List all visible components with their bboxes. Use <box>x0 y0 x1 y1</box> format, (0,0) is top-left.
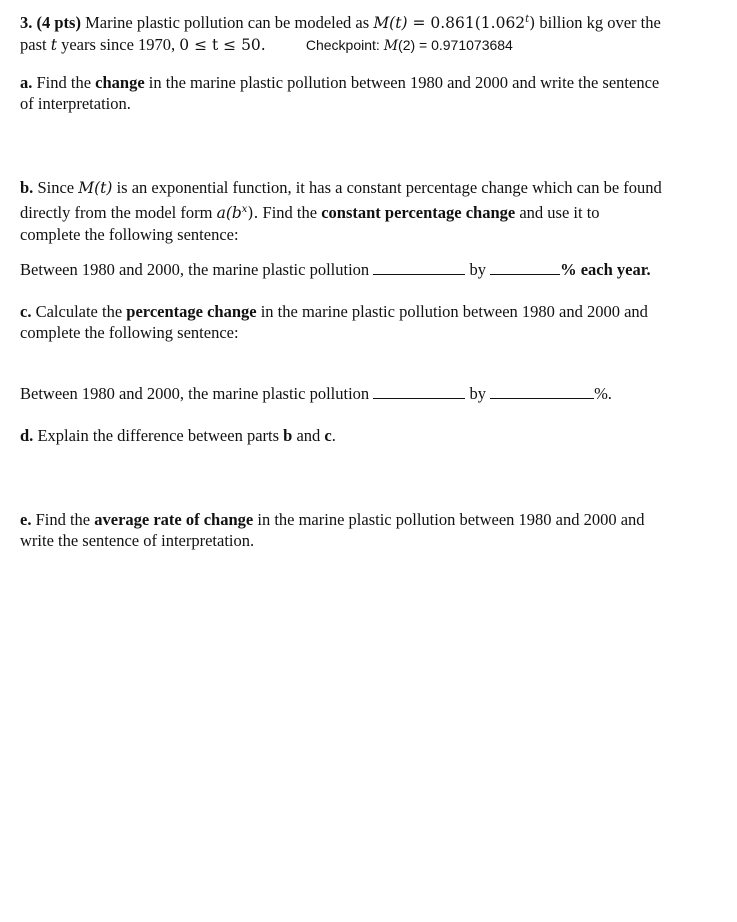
model-exponent: t <box>525 14 530 25</box>
part-b-line-1 <box>20 177 662 199</box>
part-b-line-3: complete the following sentence: <box>20 225 239 244</box>
domain: 0 ≤ t ≤ 50. <box>179 36 266 54</box>
part-c-label: c. <box>20 302 32 321</box>
checkpoint-value: (2) = 0.971073684 <box>398 37 513 53</box>
part-b-label: b. <box>20 178 34 197</box>
part-c-text: Calculate the <box>35 302 123 321</box>
sentence-1-text: Between 1980 and 2000, the marine plastic pollution <box>20 260 370 279</box>
sentence-1-tail: % each year. <box>560 260 651 279</box>
part-b-bold: constant percentage change <box>321 203 516 222</box>
part-d-end: . <box>331 426 336 445</box>
part-a-text: Find the <box>36 73 92 92</box>
part-c-line-2: complete the following sentence: <box>20 323 239 342</box>
model-form <box>217 204 259 222</box>
question-3-line-1 <box>20 9 725 34</box>
part-c-line-1 <box>20 301 648 322</box>
model-close: ) <box>529 14 536 32</box>
part-a-label: a. <box>20 73 33 92</box>
part-d-ref-c: c <box>324 426 332 445</box>
model-form-end: ). <box>247 204 259 222</box>
part-d-text: Explain the difference between parts <box>37 426 280 445</box>
part-d-line <box>20 425 336 446</box>
worksheet-page <box>20 9 725 550</box>
model-rhs: = 0.861(1.062 <box>412 14 526 32</box>
blank-percent-1[interactable] <box>490 260 560 275</box>
part-e-text-2: in the marine plastic pollution between 1980 and 2000 and <box>257 510 645 529</box>
part-e <box>20 509 645 551</box>
part-d-and: and <box>296 426 321 445</box>
blank-direction-1[interactable] <box>373 260 465 275</box>
part-d-ref-b: b <box>283 426 293 445</box>
part-a <box>20 72 659 114</box>
sentence-2-tail: %. <box>594 384 612 403</box>
part-e-bold: average rate of change <box>94 510 254 529</box>
part-b-text: Since <box>37 178 75 197</box>
line2-text-b: years since 1970, <box>61 35 176 54</box>
part-e-label: e. <box>20 510 32 529</box>
part-a-line-1 <box>20 72 659 93</box>
part-c <box>20 301 648 343</box>
fill-in-sentence-1 <box>20 259 651 280</box>
line2-text: past <box>20 35 47 54</box>
sentence-1-by: by <box>469 260 486 279</box>
part-b <box>20 177 662 245</box>
model-units: billion kg over the <box>539 13 661 32</box>
part-a-text-2: in the marine plastic pollution between 1980 and 2000 and write the sentence <box>148 73 660 92</box>
part-c-bold: percentage change <box>126 302 257 321</box>
fill-in-sentence-2 <box>20 383 612 404</box>
part-b-line2-text: directly from the model form <box>20 203 213 222</box>
part-e-line-2: write the sentence of interpretation. <box>20 531 255 550</box>
part-b-line2-text-c: and use it to <box>519 203 600 222</box>
part-e-text: Find the <box>35 510 91 529</box>
part-c-text-2: in the marine plastic pollution between 1980 and 2000 and <box>260 302 648 321</box>
question-3-line-2 <box>20 34 725 57</box>
checkpoint-label: Checkpoint: <box>305 37 380 53</box>
blank-percent-2[interactable] <box>490 384 594 399</box>
sentence-2-by: by <box>469 384 486 403</box>
part-a-bold: change <box>95 73 145 92</box>
part-b-line-2 <box>20 199 662 224</box>
checkpoint <box>306 37 513 53</box>
variable-t: t <box>50 36 57 54</box>
points-label: (4 pts) <box>36 13 81 32</box>
checkpoint-fn: M <box>383 38 399 54</box>
model-lhs: M(t) <box>373 14 408 32</box>
part-b-function: M(t) <box>78 179 113 197</box>
part-a-line-2: of interpretation. <box>20 94 131 113</box>
question-3 <box>20 9 725 57</box>
model-form-base: a(b <box>216 204 242 222</box>
question-number: 3. <box>20 13 33 32</box>
model-form-exponent: x <box>241 204 248 215</box>
sentence-1-line <box>20 259 651 280</box>
sentence-2-line <box>20 383 612 404</box>
part-d-label: d. <box>20 426 34 445</box>
model-formula <box>373 14 535 32</box>
sentence-2-text: Between 1980 and 2000, the marine plastic pollution <box>20 384 370 403</box>
blank-direction-2[interactable] <box>373 384 465 399</box>
part-b-text-2: is an exponential function, it has a constant percentage change which can be found <box>116 178 662 197</box>
part-d <box>20 425 336 446</box>
question-intro: Marine plastic pollution can be modeled as <box>85 13 370 32</box>
part-e-line-1 <box>20 509 645 530</box>
part-b-line2-text-b: Find the <box>262 203 318 222</box>
